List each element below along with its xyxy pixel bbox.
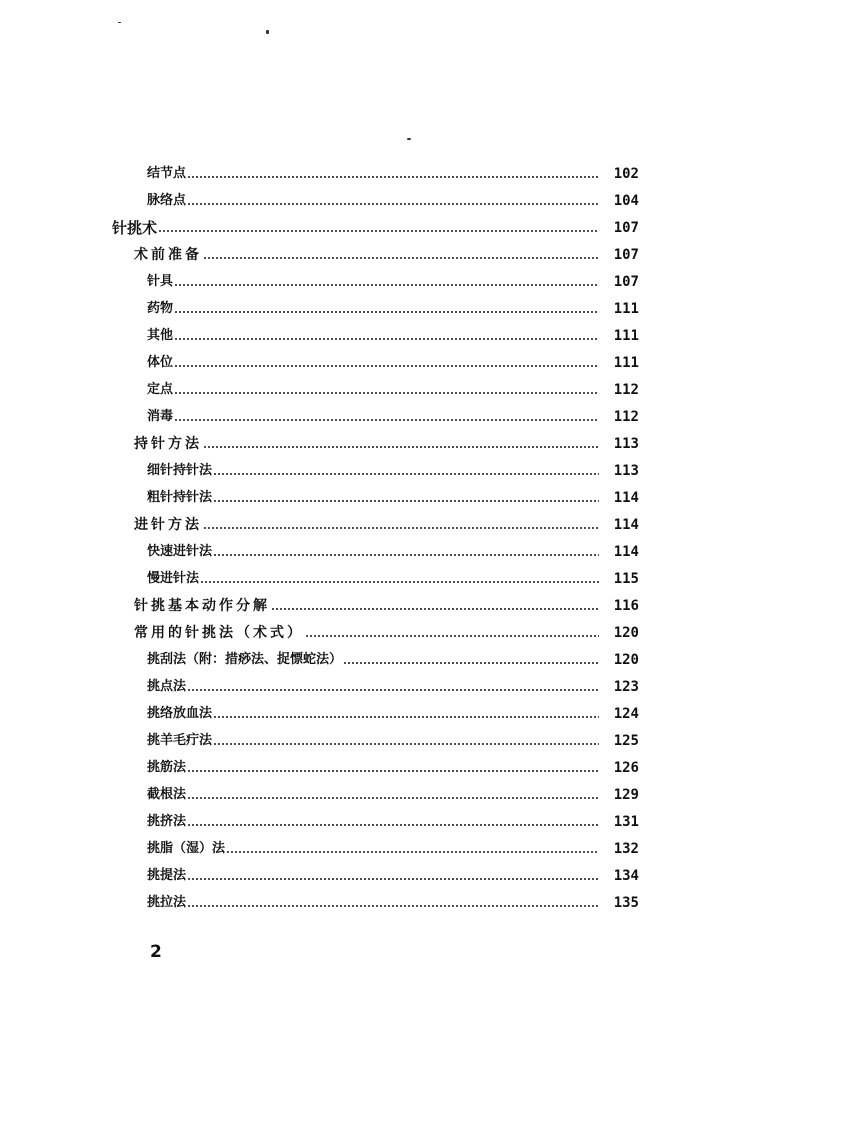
dot-leader [213, 716, 599, 718]
toc-entry-page: 124 [613, 706, 639, 722]
dot-leader [203, 446, 599, 448]
toc-entry-page: 111 [613, 301, 639, 317]
toc-entry [112, 779, 639, 806]
toc-entry-page: 114 [613, 517, 639, 533]
toc-entry-title: 挑拉法 [147, 895, 187, 910]
toc-entry [112, 401, 639, 428]
scan-speck [407, 138, 411, 140]
dot-leader [187, 797, 599, 799]
dot-leader [187, 905, 599, 907]
toc-entry-title: 针具 [147, 274, 174, 289]
toc-entry-page: 114 [613, 544, 639, 560]
toc-entry-page: 134 [613, 868, 639, 884]
toc-entry-title: 消毒 [147, 409, 174, 424]
dot-leader [305, 635, 599, 637]
toc-entry [112, 887, 639, 914]
toc-entry [112, 239, 639, 266]
toc-entry [112, 806, 639, 833]
dot-leader [187, 824, 599, 826]
toc-entry-title: 快速进针法 [147, 544, 213, 559]
toc-entry-page: 111 [613, 328, 639, 344]
scan-speck [266, 30, 269, 34]
toc-entry-page: 116 [613, 598, 639, 614]
dot-leader [203, 527, 599, 529]
toc-entry-page: 113 [613, 463, 639, 479]
dot-leader [213, 743, 599, 745]
dot-leader [174, 311, 599, 313]
toc-entry-page: 104 [613, 193, 639, 209]
toc-entry-title: 针挑术 [112, 219, 158, 237]
toc-entry-title: 挑刮法（附：措痧法、捉慓蛇法） [147, 652, 343, 667]
dot-leader [174, 338, 599, 340]
toc-entry [112, 698, 639, 725]
toc-entry [112, 266, 639, 293]
toc-entry-page: 126 [613, 760, 639, 776]
toc-entry [112, 671, 639, 698]
toc-entry [112, 455, 639, 482]
dot-leader [187, 878, 599, 880]
scan-speck [118, 22, 121, 23]
toc-entry [112, 725, 639, 752]
toc-entry-title: 挑提法 [147, 868, 187, 883]
toc-entry-title: 针挑基本动作分解 [134, 598, 270, 614]
toc-entry-title: 挑脂（湿）法 [147, 841, 226, 856]
toc-entry-page: 111 [613, 355, 639, 371]
dot-leader [174, 284, 599, 286]
toc-entry-page: 135 [613, 895, 639, 911]
toc-entry-title: 持针方法 [134, 436, 202, 452]
toc-entry-page: 113 [613, 436, 639, 452]
toc-entry [112, 158, 639, 185]
toc-entry-page: 131 [613, 814, 639, 830]
dot-leader [213, 500, 599, 502]
toc-entry-page: 120 [613, 652, 639, 668]
dot-leader [271, 608, 599, 610]
toc-entry-title: 挑羊毛疔法 [147, 733, 213, 748]
toc-entry [112, 185, 639, 212]
toc-entry-page: 114 [613, 490, 639, 506]
toc-entry-page: 102 [613, 166, 639, 182]
toc-entry-page: 120 [613, 625, 639, 641]
dot-leader [203, 257, 599, 259]
toc-entry-page: 112 [613, 382, 639, 398]
dot-leader [187, 176, 599, 178]
toc-entry-title: 定点 [147, 382, 174, 397]
toc-entry [112, 752, 639, 779]
toc-entry-title: 挑点法 [147, 679, 187, 694]
toc-entry [112, 428, 639, 455]
toc-entry-title: 脉络点 [147, 193, 187, 208]
toc-entry [112, 563, 639, 590]
dot-leader [174, 365, 599, 367]
toc-entry-page: 123 [613, 679, 639, 695]
dot-leader [343, 662, 599, 664]
toc-entry-title: 术前准备 [134, 247, 202, 263]
toc-entry-title: 进针方法 [134, 517, 202, 533]
toc-entry [112, 374, 639, 401]
toc-entry [112, 320, 639, 347]
toc-entry-page: 107 [613, 274, 639, 290]
dot-leader [174, 419, 599, 421]
toc-entry-page: 115 [613, 571, 639, 587]
toc-entry-page: 132 [613, 841, 639, 857]
dot-leader [213, 473, 599, 475]
toc-entry [112, 293, 639, 320]
toc-entry [112, 617, 639, 644]
toc-entry-title: 细针持针法 [147, 463, 213, 478]
dot-leader [226, 851, 599, 853]
toc-entry-page: 129 [613, 787, 639, 803]
dot-leader [200, 581, 599, 583]
toc-entry-page: 107 [613, 247, 639, 263]
toc-entry-title: 结节点 [147, 166, 187, 181]
toc-entry-title: 挑挤法 [147, 814, 187, 829]
toc-entry [112, 482, 639, 509]
toc-entry [112, 509, 639, 536]
toc-entry-title: 其他 [147, 328, 174, 343]
toc-entry-title: 挑筋法 [147, 760, 187, 775]
dot-leader [187, 203, 599, 205]
toc-entry-title: 常用的针挑法（术式） [134, 625, 304, 641]
toc-entry-title: 体位 [147, 355, 174, 370]
toc-entry-title: 药物 [147, 301, 174, 316]
toc-entry [112, 833, 639, 860]
toc-entry [112, 590, 639, 617]
toc-entry-page: 107 [613, 220, 639, 236]
dot-leader [158, 230, 599, 232]
dot-leader [187, 689, 599, 691]
toc-entry [112, 347, 639, 374]
toc-entry-page: 125 [613, 733, 639, 749]
toc-entry [112, 860, 639, 887]
toc-entry-title: 慢进针法 [147, 571, 200, 586]
dot-leader [187, 770, 599, 772]
toc-entry [112, 536, 639, 563]
toc-entry-title: 粗针持针法 [147, 490, 213, 505]
toc-entry-title: 挑络放血法 [147, 706, 213, 721]
dot-leader [213, 554, 599, 556]
toc-entry-page: 112 [613, 409, 639, 425]
toc-entry [112, 644, 639, 671]
toc-entry-title: 截根法 [147, 787, 187, 802]
table-of-contents [112, 158, 639, 914]
page-number: 2 [150, 942, 162, 962]
dot-leader [174, 392, 599, 394]
toc-entry [112, 212, 639, 239]
